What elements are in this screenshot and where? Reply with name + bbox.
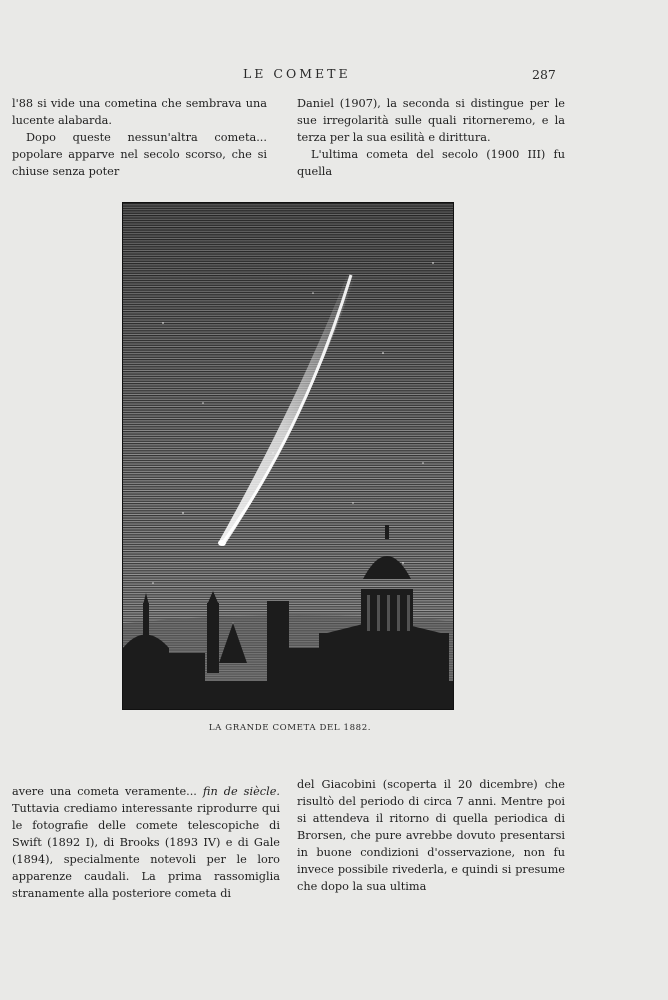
figure-caption: LA GRANDE COMETA DEL 1882. [208, 723, 372, 733]
comet-engraving [122, 202, 454, 710]
page-number: 287 [532, 67, 556, 82]
top-right-column [297, 95, 565, 180]
comet-nucleus [218, 540, 226, 546]
text-run: avere una cometa veramente... [12, 785, 197, 798]
italic-phrase: fin de siècle. [202, 785, 280, 798]
running-head [0, 66, 668, 86]
bottom-left-column [12, 783, 280, 902]
paragraph: Daniel (1907), la seconda si distingue per le sue irregolarità sulle quali ritorneremo, e la terza per la sua esilità e dirittura. [297, 97, 565, 144]
text-run: Tuttavia crediamo interessante riprodurre qui le fotografie delle comete telescopiche di Swift (1892 I), di Brooks (1893 IV) e di Gale (1894), specialmente notevoli per le loro apparenze caudali. La prima rassomiglia stranamente alla posteriore cometa di [12, 802, 280, 900]
bottom-right-column [297, 776, 565, 895]
engraving-image [123, 203, 453, 709]
paragraph: Dopo queste nessun'altra cometa... popolare apparve nel secolo scorso, che si chiuse senza poter [12, 131, 267, 178]
top-left-column [12, 95, 267, 180]
paragraph: l'88 si vide una cometina che sembrava una lucente alabarda. [12, 97, 267, 127]
paragraph: del Giacobini (scoperta il 20 dicembre) che risultò del periodo di circa 7 anni. Mentre poi si attendeva il ritorno di quella periodica di Brorsen, che pure avrebbe dovuto presentarsi in buone condizioni d'osservazione, non fu invece possibile rivederla, e quindi si presume che dopo la sua ultima [297, 778, 565, 893]
paragraph [12, 783, 280, 902]
running-title: LE COMETE [243, 66, 351, 81]
paragraph: L'ultima cometa del secolo (1900 III) fu quella [297, 148, 565, 178]
